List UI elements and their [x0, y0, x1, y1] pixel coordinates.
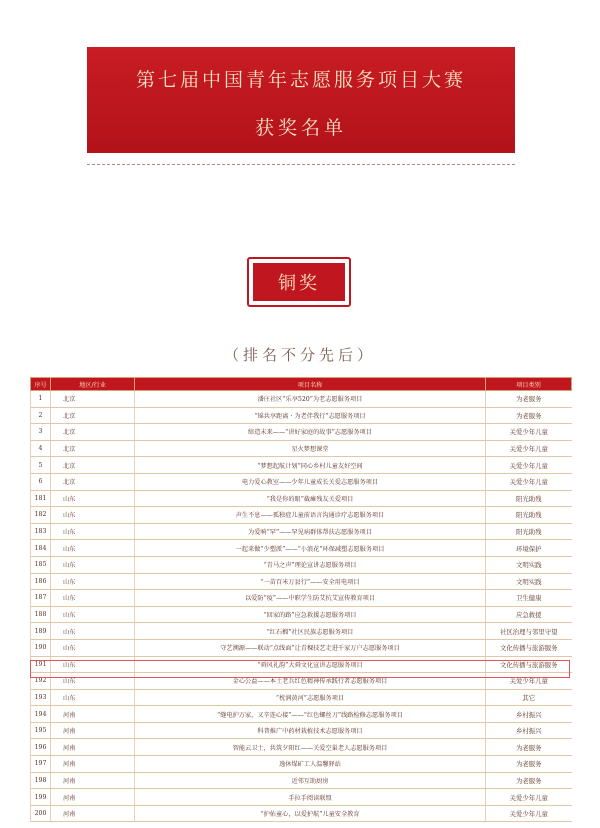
row-index: 185 — [31, 556, 51, 573]
row-index: 186 — [31, 573, 51, 590]
row-project: “回家的路”应急救援志愿服务项目 — [135, 606, 486, 623]
row-project: “舜风礼韵”大舜文化宣讲志愿服务项目 — [135, 656, 486, 673]
row-region: 山东 — [51, 523, 135, 540]
row-project: “一苗百米万县行”——安全用电项目 — [135, 573, 486, 590]
row-index: 5 — [31, 457, 51, 474]
row-index: 192 — [31, 673, 51, 690]
row-project: 潘庄社区“乐享520”为老志愿服务项目 — [135, 391, 486, 408]
ranking-note: （排名不分先后） — [223, 346, 376, 364]
row-project: 为爱响“罕”——罕见病群体帮扶志愿服务项目 — [135, 523, 486, 540]
row-category: 环境保护 — [486, 540, 572, 557]
row-region: 河南 — [51, 722, 135, 739]
row-project: 智能云卫士，共筑夕阳红——关爱空巢老人志愿服务项目 — [135, 739, 486, 756]
row-index: 4 — [31, 440, 51, 457]
row-index: 193 — [31, 689, 51, 706]
row-region: 山东 — [51, 656, 135, 673]
row-index: 6 — [31, 473, 51, 490]
row-index: 182 — [31, 507, 51, 524]
table-row — [31, 623, 572, 640]
row-index: 181 — [31, 490, 51, 507]
row-region: 山东 — [51, 490, 135, 507]
row-project: “青马之声”理论宣讲志愿服务项目 — [135, 556, 486, 573]
table-row — [31, 407, 572, 424]
row-category: 阳光助残 — [486, 490, 572, 507]
table-row — [31, 722, 572, 739]
table-row — [31, 805, 572, 822]
row-project: 缔造未来——“讲好家庭的故事”志愿服务项目 — [135, 424, 486, 441]
row-region: 北京 — [51, 440, 135, 457]
row-project: 金心公益——本土老兵红色精神传承践行者志愿服务项目 — [135, 673, 486, 690]
table-row — [31, 656, 572, 673]
row-region: 山东 — [51, 639, 135, 656]
row-index: 198 — [31, 772, 51, 789]
table-row — [31, 457, 572, 474]
row-category: 其它 — [486, 689, 572, 706]
row-category: 为老服务 — [486, 756, 572, 773]
col-header-category: 项目类别 — [486, 378, 572, 391]
row-category: 卫生健康 — [486, 590, 572, 607]
row-project: 声生不息——孤独症儿童前语言沟通诊疗志愿服务项目 — [135, 507, 486, 524]
col-header-project: 项目名称 — [135, 378, 486, 391]
row-region: 山东 — [51, 540, 135, 557]
row-category: 文化传播与旅游服务 — [486, 639, 572, 656]
row-project: 星火梦想课堂 — [135, 440, 486, 457]
table-row — [31, 739, 572, 756]
table-row — [31, 573, 572, 590]
row-region: 山东 — [51, 573, 135, 590]
table-row — [31, 507, 572, 524]
row-project: “红石榴”社区民族志愿服务项目 — [135, 623, 486, 640]
row-category: 关爱少年儿童 — [486, 473, 572, 490]
row-index: 195 — [31, 722, 51, 739]
row-project: 一起来做“少塑派”——“小浪花”环保减塑志愿服务项目 — [135, 540, 486, 557]
row-region: 北京 — [51, 473, 135, 490]
table-row — [31, 756, 572, 773]
row-project: 逸休煤矿工人温馨驿站 — [135, 756, 486, 773]
row-project: 守艺溯源——联动“点线面”让青稞技艺走进千家万户志愿服务项目 — [135, 639, 486, 656]
row-category: 为老服务 — [486, 772, 572, 789]
row-project: 手拉手阅读联盟 — [135, 789, 486, 806]
row-category: 关爱少年儿童 — [486, 457, 572, 474]
row-category: 文明实践 — [486, 573, 572, 590]
table-header-row — [31, 378, 572, 391]
row-region: 河南 — [51, 739, 135, 756]
row-category: 社区治理与邻里守望 — [486, 623, 572, 640]
row-region: 河南 — [51, 805, 135, 822]
row-index: 183 — [31, 523, 51, 540]
row-project: “枕润黄河”志愿服务项目 — [135, 689, 486, 706]
title-banner — [87, 47, 515, 153]
row-project: “梦想起航计划”同心乡村儿童友好空间 — [135, 457, 486, 474]
row-index: 189 — [31, 623, 51, 640]
row-index: 197 — [31, 756, 51, 773]
row-region: 山东 — [51, 623, 135, 640]
page-subtitle: 获奖名单 — [254, 117, 347, 139]
row-region: 山东 — [51, 673, 135, 690]
dashed-divider — [87, 164, 515, 165]
row-index: 3 — [31, 424, 51, 441]
row-category: 文明实践 — [486, 556, 572, 573]
row-category: 为老服务 — [486, 391, 572, 408]
table-row — [31, 789, 572, 806]
row-project: 近邻互助厨房 — [135, 772, 486, 789]
row-category: 阳光助残 — [486, 523, 572, 540]
table-row — [31, 540, 572, 557]
row-category: 关爱少年儿童 — [486, 805, 572, 822]
page-title: 第七届中国青年志愿服务项目大赛 — [135, 69, 466, 91]
row-category: 阳光助残 — [486, 507, 572, 524]
row-category: 关爱少年儿童 — [486, 789, 572, 806]
table-row — [31, 440, 572, 457]
table-row — [31, 523, 572, 540]
row-project: 以爱防“疫”——中职学生防艾抗艾宣传教育项目 — [135, 590, 486, 607]
table-row — [31, 391, 572, 408]
col-header-index: 序号 — [31, 378, 51, 391]
row-region: 北京 — [51, 457, 135, 474]
row-index: 187 — [31, 590, 51, 607]
row-index: 2 — [31, 407, 51, 424]
table-row — [31, 606, 572, 623]
row-project: 科普推广中药材栽植技术志愿服务项目 — [135, 722, 486, 739]
table-row — [31, 590, 572, 607]
col-header-region: 地区/行业 — [51, 378, 135, 391]
winners-table — [30, 377, 572, 822]
row-category: 文化传播与旅游服务 — [486, 656, 572, 673]
row-index: 188 — [31, 606, 51, 623]
row-region: 河南 — [51, 772, 135, 789]
table-row — [31, 706, 572, 723]
row-category: 关爱少年儿童 — [486, 673, 572, 690]
row-index: 184 — [31, 540, 51, 557]
row-region: 山东 — [51, 689, 135, 706]
row-region: 河南 — [51, 789, 135, 806]
row-index: 191 — [31, 656, 51, 673]
row-project: “缝电护万家，又辛连心接”——“红色螺丝刀”线路检修志愿服务项目 — [135, 706, 486, 723]
table-row — [31, 689, 572, 706]
row-project: “锦共享距离 · 为老伴我行”志愿服务项目 — [135, 407, 486, 424]
row-index: 196 — [31, 739, 51, 756]
row-project: 电力爱心教室——少年儿童成长关爱志愿服务项目 — [135, 473, 486, 490]
table-row — [31, 673, 572, 690]
row-project: “护佑童心，以爱护航”儿童安全教育 — [135, 805, 486, 822]
row-index: 199 — [31, 789, 51, 806]
row-region: 北京 — [51, 424, 135, 441]
row-category: 为老服务 — [486, 407, 572, 424]
row-region: 北京 — [51, 407, 135, 424]
table-row — [31, 772, 572, 789]
row-index: 200 — [31, 805, 51, 822]
row-index: 194 — [31, 706, 51, 723]
row-index: 1 — [31, 391, 51, 408]
row-region: 山东 — [51, 556, 135, 573]
row-project: “我是你的眼”截瘫残友关爱项目 — [135, 490, 486, 507]
row-category: 关爱少年儿童 — [486, 440, 572, 457]
row-region: 山东 — [51, 507, 135, 524]
row-region: 山东 — [51, 590, 135, 607]
table-row — [31, 639, 572, 656]
table-row — [31, 473, 572, 490]
table-row — [31, 556, 572, 573]
row-category: 应急救援 — [486, 606, 572, 623]
table-row — [31, 424, 572, 441]
row-category: 关爱少年儿童 — [486, 424, 572, 441]
row-region: 山东 — [51, 606, 135, 623]
award-label: 铜奖 — [253, 263, 345, 301]
row-region: 河南 — [51, 706, 135, 723]
row-region: 北京 — [51, 391, 135, 408]
row-category: 乡村振兴 — [486, 722, 572, 739]
row-index: 190 — [31, 639, 51, 656]
row-region: 河南 — [51, 756, 135, 773]
row-category: 乡村振兴 — [486, 706, 572, 723]
table-row — [31, 490, 572, 507]
award-badge — [247, 257, 351, 307]
row-category: 为老服务 — [486, 739, 572, 756]
